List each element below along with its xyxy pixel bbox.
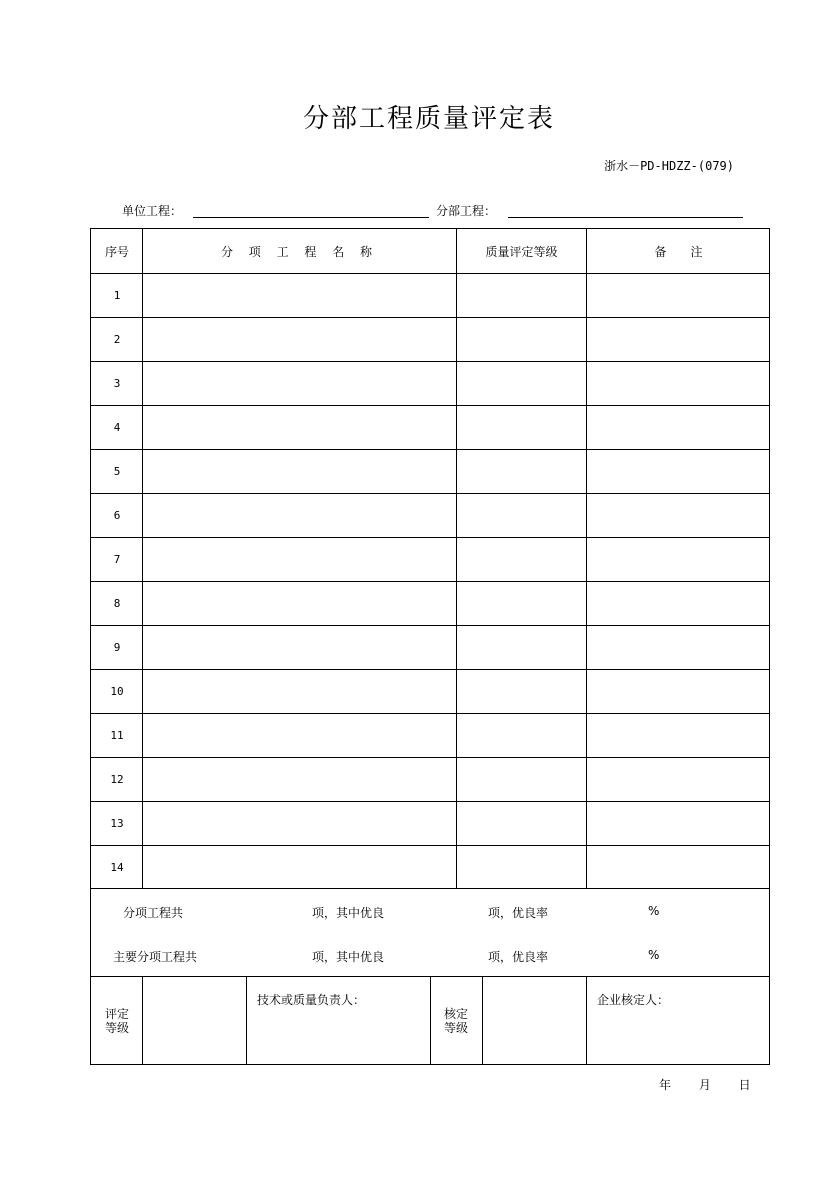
remark-cell[interactable] bbox=[587, 405, 770, 449]
table-row bbox=[91, 361, 771, 405]
remark-cell[interactable] bbox=[587, 845, 770, 889]
remark-cell[interactable] bbox=[587, 361, 770, 405]
table-row bbox=[91, 405, 771, 449]
name-cell[interactable] bbox=[143, 581, 456, 625]
row-number: 13 bbox=[110, 816, 124, 830]
table-row bbox=[91, 581, 771, 625]
page-title: 分部工程质量评定表 bbox=[302, 104, 555, 134]
grade-cell[interactable] bbox=[456, 669, 587, 713]
row-number: 12 bbox=[110, 772, 124, 786]
row-number: 14 bbox=[110, 860, 124, 874]
unit-project-field[interactable] bbox=[193, 217, 429, 218]
grade-cell[interactable] bbox=[456, 537, 587, 581]
row-number: 4 bbox=[113, 420, 121, 434]
row-number: 6 bbox=[113, 508, 121, 522]
grade-cell[interactable] bbox=[456, 801, 587, 845]
remark-cell[interactable] bbox=[587, 317, 770, 361]
unit-project-label: 单位工程： bbox=[122, 204, 183, 218]
tech-responsible-label: 技术或质量负责人： bbox=[257, 993, 366, 1007]
row-number: 11 bbox=[110, 728, 124, 742]
sub-project-field[interactable] bbox=[508, 217, 743, 218]
table-row bbox=[91, 845, 771, 889]
date-label: 年 月 日 bbox=[659, 1078, 763, 1092]
remark-cell[interactable] bbox=[587, 713, 770, 757]
evaluation-table bbox=[90, 228, 770, 1065]
table-row bbox=[91, 537, 771, 581]
verify-grade-field[interactable] bbox=[482, 977, 587, 1064]
table-row bbox=[91, 713, 771, 757]
grade-cell[interactable] bbox=[456, 361, 587, 405]
name-cell[interactable] bbox=[143, 801, 456, 845]
grade-field[interactable] bbox=[143, 977, 247, 1064]
header-remark: 备 注 bbox=[654, 244, 703, 259]
table-row bbox=[91, 317, 771, 361]
name-cell[interactable] bbox=[143, 757, 456, 801]
row-number: 5 bbox=[113, 464, 121, 478]
name-cell[interactable] bbox=[143, 405, 456, 449]
remark-cell[interactable] bbox=[587, 625, 770, 669]
remark-cell[interactable] bbox=[587, 537, 770, 581]
grade-cell[interactable] bbox=[456, 405, 587, 449]
row-number: 2 bbox=[113, 332, 121, 346]
verify-grade-label: 核定 等级 bbox=[443, 1006, 468, 1035]
table-row bbox=[91, 273, 771, 317]
summary-line2-prefix: 主要分项工程共 bbox=[113, 950, 198, 964]
table-row bbox=[91, 757, 771, 801]
name-cell[interactable] bbox=[143, 713, 456, 757]
remark-cell[interactable] bbox=[587, 449, 770, 493]
summary-line1-mid: 项，其中优良 bbox=[312, 906, 385, 920]
name-cell[interactable] bbox=[143, 273, 456, 317]
table-row bbox=[91, 801, 771, 845]
remark-cell[interactable] bbox=[587, 493, 770, 537]
summary-line2-tail: 项，优良率 bbox=[488, 950, 549, 964]
table-row bbox=[91, 493, 771, 537]
header-name: 分 项 工 程 名 称 bbox=[220, 244, 379, 259]
table-row bbox=[91, 625, 771, 669]
grade-cell[interactable] bbox=[456, 625, 587, 669]
remark-cell[interactable] bbox=[587, 581, 770, 625]
name-cell[interactable] bbox=[143, 845, 456, 889]
remark-cell[interactable] bbox=[587, 273, 770, 317]
grade-cell[interactable] bbox=[456, 493, 587, 537]
grade-cell[interactable] bbox=[456, 273, 587, 317]
grade-cell[interactable] bbox=[456, 845, 587, 889]
grade-cell[interactable] bbox=[456, 581, 587, 625]
summary-line1-pct: % bbox=[648, 904, 660, 918]
row-number: 10 bbox=[110, 684, 124, 698]
name-cell[interactable] bbox=[143, 317, 456, 361]
grade-cell[interactable] bbox=[456, 317, 587, 361]
name-cell[interactable] bbox=[143, 361, 456, 405]
summary-line1-tail: 项，优良率 bbox=[488, 906, 549, 920]
name-cell[interactable] bbox=[143, 669, 456, 713]
remark-cell[interactable] bbox=[587, 757, 770, 801]
summary-line2-pct: % bbox=[648, 948, 660, 962]
name-cell[interactable] bbox=[143, 625, 456, 669]
sub-project-label: 分部工程： bbox=[436, 204, 497, 218]
remark-cell[interactable] bbox=[587, 669, 770, 713]
form-code: 浙水－PD-HDZZ-(079) bbox=[604, 159, 734, 173]
table-row bbox=[91, 449, 771, 493]
row-number: 3 bbox=[113, 376, 121, 390]
remark-cell[interactable] bbox=[587, 801, 770, 845]
summary-line1-prefix: 分项工程共 bbox=[123, 906, 184, 920]
header-seq: 序号 bbox=[104, 244, 129, 259]
name-cell[interactable] bbox=[143, 537, 456, 581]
grade-cell[interactable] bbox=[456, 757, 587, 801]
table-row bbox=[91, 669, 771, 713]
name-cell[interactable] bbox=[143, 449, 456, 493]
row-number: 1 bbox=[113, 288, 121, 302]
grade-cell[interactable] bbox=[456, 713, 587, 757]
summary-line2-mid: 项，其中优良 bbox=[312, 950, 385, 964]
grade-cell[interactable] bbox=[456, 449, 587, 493]
verifier-label: 企业核定人： bbox=[597, 993, 670, 1007]
name-cell[interactable] bbox=[143, 493, 456, 537]
grade-label: 评定 等级 bbox=[104, 1006, 129, 1035]
header-grade: 质量评定等级 bbox=[485, 244, 558, 259]
row-number: 8 bbox=[113, 596, 121, 610]
row-number: 9 bbox=[113, 640, 121, 654]
row-number: 7 bbox=[113, 552, 121, 566]
